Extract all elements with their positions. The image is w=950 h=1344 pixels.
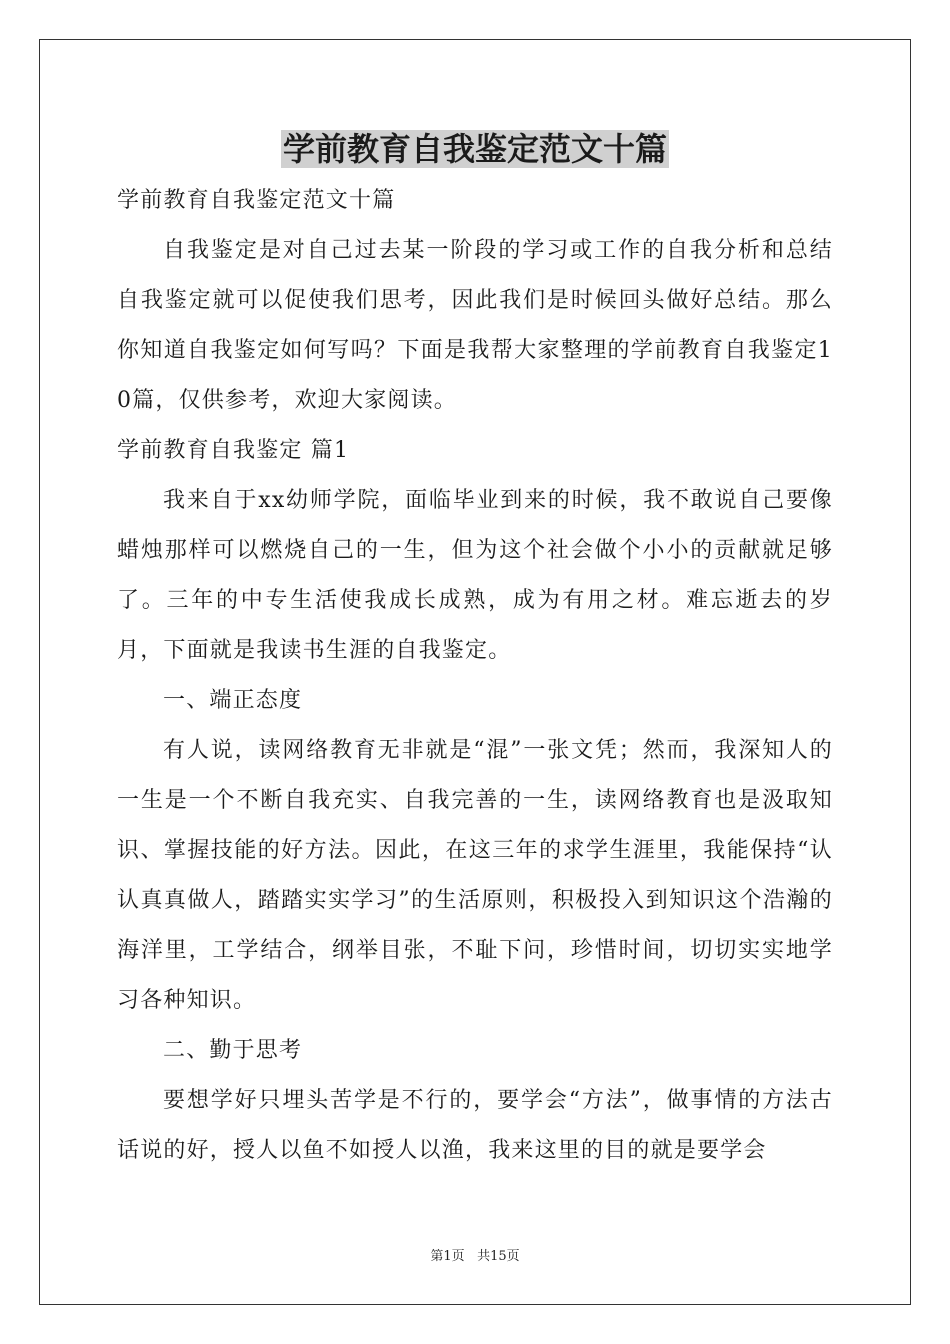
paragraph-section-heading: 学前教育自我鉴定 篇1 bbox=[117, 438, 350, 463]
paragraph-body: 我来自于xx幼师学院，面临毕业到来的时候，我不敢说自己要像蜡烛那样可以燃烧自己的一生，但为这个社会做个小小的贡献就足够了。三年的中专生活使我成长成熟，成为有用之材。难忘逝去的岁月，下面就是我读书生涯的自我鉴定。 bbox=[117, 488, 833, 663]
paragraph-intro: 自我鉴定是对自己过去某一阶段的学习或工作的自我分析和总结自我鉴定就可以促使我们思考，因此我们是时候回头做好总结。那么你知道自我鉴定如何写吗？下面是我帮大家整理的学前教育自我鉴定10篇，仅供参考，欢迎大家阅读。 bbox=[117, 238, 833, 413]
paragraph-subheading: 一、端正态度 bbox=[163, 688, 303, 713]
document-title bbox=[0, 126, 950, 172]
paragraph-subheading: 二、勤于思考 bbox=[163, 1038, 303, 1063]
document-title-text: 学前教育自我鉴定范文十篇 bbox=[282, 130, 667, 168]
page-footer bbox=[0, 1248, 950, 1266]
paragraph-subtitle: 学前教育自我鉴定范文十篇 bbox=[117, 188, 396, 213]
page-number: 第1页 bbox=[430, 1249, 465, 1264]
paragraph-body: 要想学好只埋头苦学是不行的，要学会“方法”，做事情的方法古话说的好，授人以鱼不如授人以渔，我来这里的目的就是要学会 bbox=[117, 1088, 833, 1163]
page-total: 共15页 bbox=[477, 1249, 520, 1264]
document-body bbox=[117, 176, 833, 1176]
paragraph-body: 有人说，读网络教育无非就是“混”一张文凭；然而，我深知人的一生是一个不断自我充实、自我完善的一生，读网络教育也是汲取知识、掌握技能的好方法。因此，在这三年的求学生涯里，我能保持“认认真真做人，踏踏实实学习”的生活原则，积极投入到知识这个浩瀚的海洋里，工学结合，纲举目张，不耻下问，珍惜时间，切切实实地学习各种知识。 bbox=[117, 738, 833, 1013]
